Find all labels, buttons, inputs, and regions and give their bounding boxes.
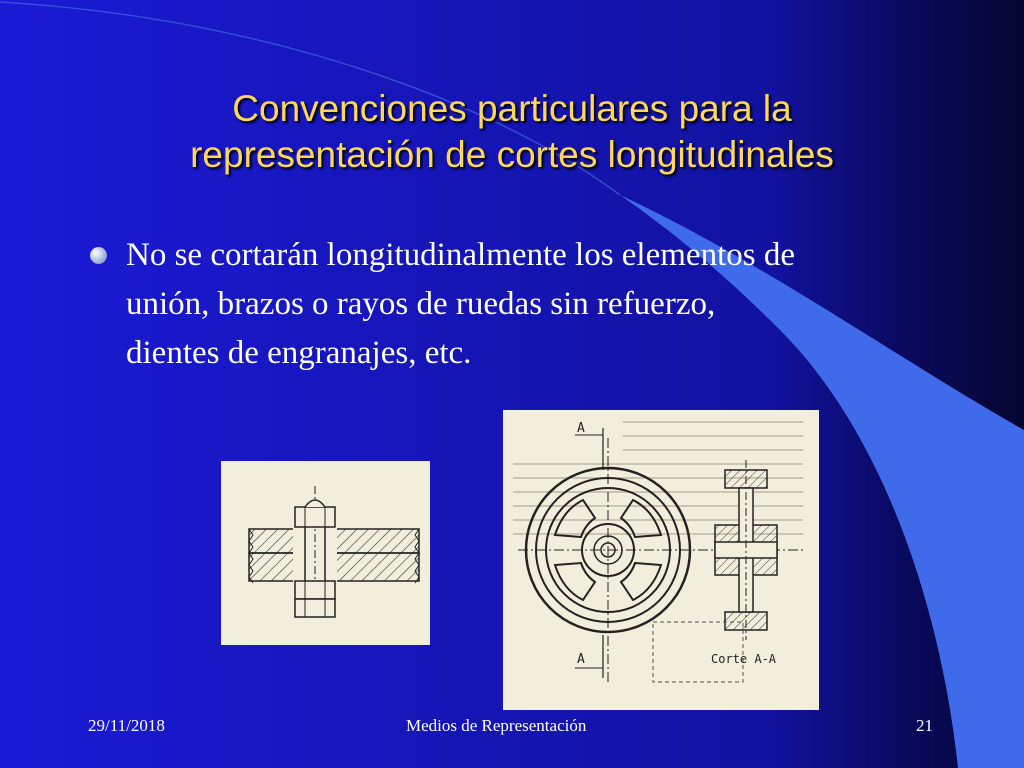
slide-title (120, 86, 904, 178)
footer-date: 29/11/2018 (88, 716, 165, 735)
wheel-section-figure (503, 410, 819, 710)
corte-caption: Corte A-A (711, 652, 777, 666)
label-a-top: A (577, 421, 585, 436)
bolt-joint-drawing (221, 461, 430, 645)
title-line-2: representación de cortes longitudinales (190, 134, 834, 175)
footer-page-number: 21 (916, 716, 933, 735)
footer-title: Medios de Representación (406, 716, 587, 735)
title-line-1: Convenciones particulares para la (232, 88, 792, 129)
bolt-joint-figure (221, 461, 430, 645)
bullet-line-3: dientes de engranajes, etc. (126, 335, 472, 371)
wheel-section-drawing (503, 410, 819, 710)
bullet-text (126, 231, 946, 378)
label-a-bottom: A (577, 652, 585, 667)
bullet-icon (90, 247, 107, 264)
bullet-line-1: No se cortarán longitudinalmente los elementos de (126, 237, 795, 273)
bullet-line-2: unión, brazos o rayos de ruedas sin refuerzo, (126, 286, 716, 322)
